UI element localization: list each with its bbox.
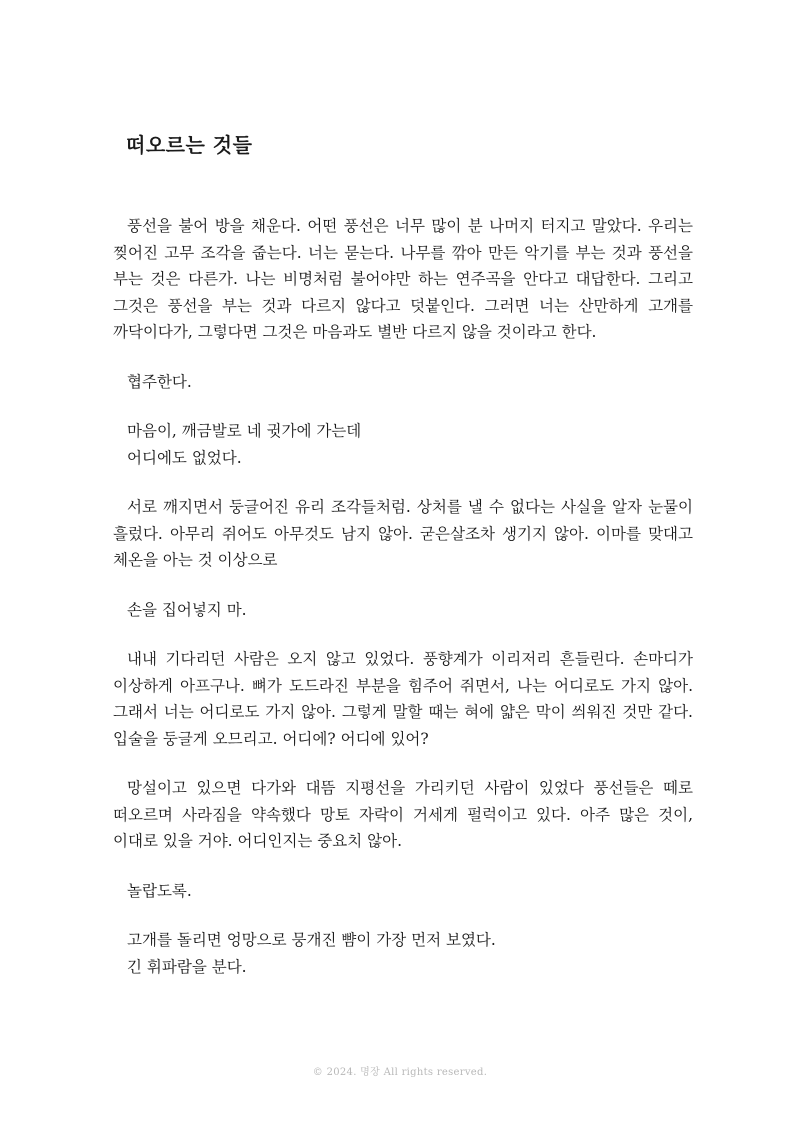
stanza-line: 어디에도 없었다. <box>127 448 242 467</box>
document-body <box>113 213 693 1003</box>
paragraph-waiting: 내내 기다리던 사람은 오지 않고 있었다. 풍향계가 이리저리 흔들린다. 손마디가 이상하게 아프구나. 뼈가 도드라진 부분을 힘주어 쥐면서, 나는 어디로도 가지 않아. 그래서 너는 어디로도 가지 않아. 그렇게 말할 때는 혀에 얇은 막이 씌워진 것만 같다. 입술을 둥글게 오므리고. 어디에? 어디에 있어? <box>113 650 693 748</box>
stanza-line: 긴 휘파람을 분다. <box>127 957 247 976</box>
stanza-heart <box>113 418 693 471</box>
paragraph-horizon: 망설이고 있으면 다가와 대뜸 지평선을 가리키던 사람이 있었다 풍선들은 떼로 떠오르며 사라짐을 약속했다 망토 자락이 거세게 펄럭이고 있다. 아주 많은 것이, 이대로 있을 거야. 어디인지는 중요치 않아. <box>113 779 693 850</box>
paragraph-glass: 서로 깨지면서 둥글어진 유리 조각들처럼. 상처를 낼 수 없다는 사실을 알자 눈물이 흘렀다. 아무리 쥐어도 아무것도 남지 않아. 굳은살조차 생기지 않아. 이마를 맞대고 체온을 아는 것 이상으로 <box>113 498 693 569</box>
stanza-line: 고개를 돌리면 엉망으로 뭉개진 뺨이 가장 먼저 보였다. <box>127 931 496 949</box>
paragraph-surprise: 놀랍도록. <box>127 881 192 900</box>
document-title: 떠오르는 것들 <box>126 133 253 157</box>
stanza-whistle <box>113 927 693 980</box>
paragraph-hand: 손을 집어넣지 마. <box>127 600 247 619</box>
paragraph-balloons: 풍선을 불어 방을 채운다. 어떤 풍선은 너무 많이 분 나머지 터지고 말았다. 우리는 찢어진 고무 조각을 줍는다. 너는 묻는다. 나무를 깎아 만든 악기를 부는 것과 풍선을 부는 것은 다른가. 나는 비명처럼 불어야만 하는 연주곡을 안다고 대답한다. 그리고 그것은 풍선을 부는 것과 다르지 않다고 덧붙인다. 그러면 너는 산만하게 고개를 까닥이다가, 그렇다면 그것은 마음과도 별반 다르지 않을 것이라고 한다. <box>113 217 693 341</box>
copyright-footer: © 2024. 명장 All rights reserved. <box>312 1067 488 1078</box>
paragraph-concerto: 협주한다. <box>127 372 192 391</box>
stanza-line: 마음이, 깨금발로 네 귓가에 가는데 <box>127 422 362 440</box>
